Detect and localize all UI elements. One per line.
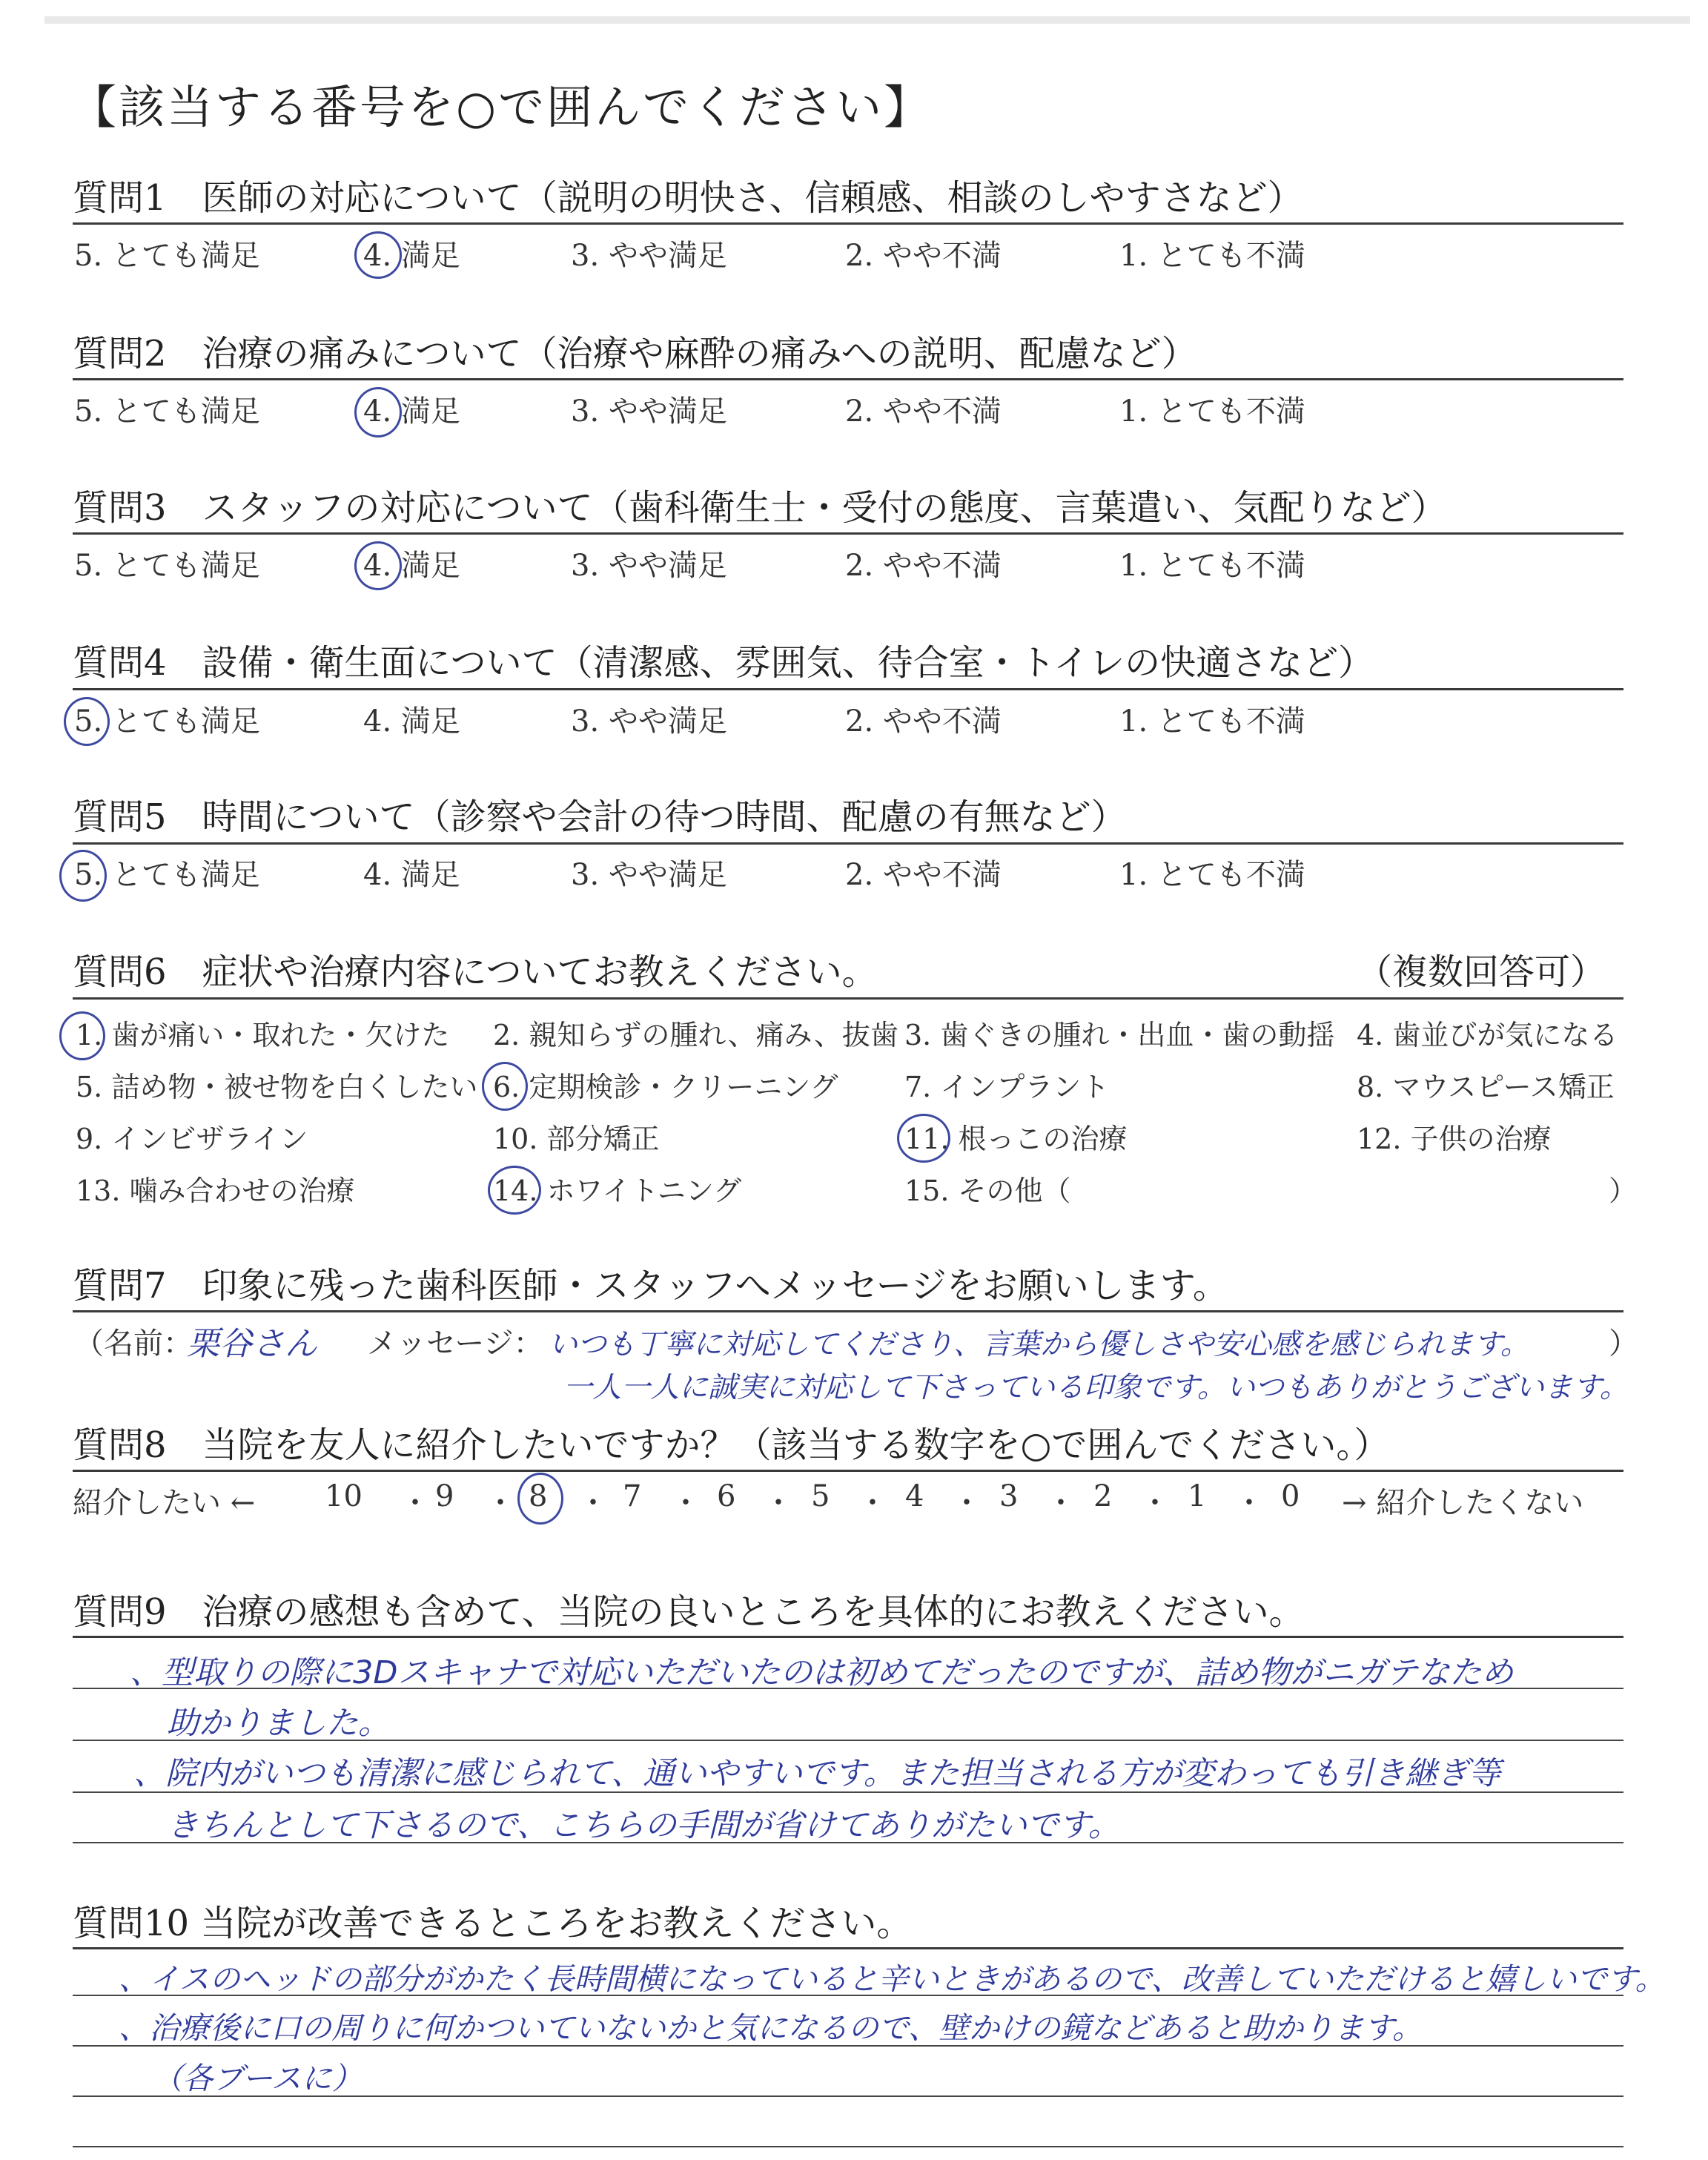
q3-selected-circle — [354, 541, 402, 590]
q10-answer-rule-3 — [73, 2095, 1623, 2097]
q6-option-2[interactable]: 2. 親知らずの腫れ、痛み、抜歯 — [493, 1019, 898, 1051]
q9-answer-line-3[interactable]: 、院内がいつも清潔に感じられて、通いやすいです。また担当される方が変わっても引き継ぎ等 — [133, 1755, 1501, 1792]
question-1-rule — [73, 222, 1623, 225]
q8-number-9[interactable]: 9 — [435, 1479, 454, 1513]
q8-number-3[interactable]: 3 — [999, 1479, 1019, 1513]
question-2-label: 質問2 治療の痛みについて（治療や麻酔の痛みへの説明、配慮など） — [73, 333, 1197, 374]
q9-answer-rule-1 — [73, 1688, 1623, 1689]
question-7-label: 質問7 印象に残った歯科医師・スタッフへメッセージをお願いします。 — [73, 1265, 1228, 1307]
question-9-rule — [73, 1636, 1623, 1638]
q2-option-2[interactable]: 2. やや不満 — [845, 394, 1002, 429]
q7-message-label: メッセージ： — [367, 1327, 543, 1361]
q6-option-13[interactable]: 13. 噛み合わせの治療 — [76, 1175, 355, 1207]
q6-option-4[interactable]: 4. 歯並びが気になる — [1357, 1019, 1618, 1051]
q8-dot: ・ — [578, 1486, 608, 1520]
q6-selected-circle-14 — [488, 1166, 541, 1215]
q8-number-5[interactable]: 5 — [811, 1479, 830, 1513]
q10-answer-line-2[interactable]: 、治療後に口の周りに何かついていないかと気になるので、壁かけの鏡などあると助かります。 — [119, 2010, 1423, 2046]
q1-option-1[interactable]: 1. とても不満 — [1119, 239, 1305, 273]
q6-selected-circle-1 — [59, 1011, 105, 1060]
q6-option-1[interactable]: 1. 歯が痛い・取れた・欠けた — [76, 1019, 450, 1051]
q4-selected-circle — [64, 697, 110, 746]
q7-name-label: （名前： — [74, 1327, 193, 1361]
q8-selected-circle — [517, 1473, 563, 1525]
question-10-rule — [73, 1947, 1623, 1949]
q8-number-1[interactable]: 1 — [1188, 1479, 1207, 1513]
q1-option-5[interactable]: 5. とても満足 — [74, 239, 260, 273]
q3-option-2[interactable]: 2. やや不満 — [845, 549, 1002, 583]
q6-option-9[interactable]: 9. インビザライン — [76, 1123, 308, 1155]
q3-option-5[interactable]: 5. とても満足 — [74, 549, 260, 583]
q8-right-label: → 紹介したくない — [1342, 1486, 1584, 1520]
question-6-label: 質問6 症状や治療内容についてお教えください。 — [73, 951, 878, 993]
q9-answer-line-1[interactable]: 、型取りの際に3Dスキャナで対応いただいたのは初めてだったのですが、詰め物がニガテなため — [130, 1654, 1514, 1691]
q8-number-0[interactable]: 0 — [1281, 1479, 1300, 1513]
q10-answer-line-3[interactable]: （各ブースに） — [152, 2061, 363, 2096]
q1-option-2[interactable]: 2. やや不満 — [845, 239, 1002, 273]
q8-dot: ・ — [671, 1486, 701, 1520]
q7-message-line-1[interactable]: いつも丁寧に対応してくださり、言葉から優しさや安心感を感じられます。 — [549, 1328, 1529, 1361]
question-1-label: 質問1 医師の対応について（説明の明快さ、信頼感、相談のしやすさなど） — [73, 177, 1303, 219]
q5-option-5[interactable]: 5. とても満足 — [74, 858, 260, 892]
q7-name-value[interactable]: 栗谷さん — [187, 1325, 317, 1363]
q1-option-4[interactable]: 4. 満足 — [363, 239, 460, 273]
q9-answer-line-2[interactable]: 助かりました。 — [167, 1705, 390, 1742]
q8-left-label: 紹介したい ← — [73, 1486, 256, 1520]
q8-number-6[interactable]: 6 — [717, 1479, 736, 1513]
q6-option-15-close: ） — [1609, 1175, 1638, 1207]
q5-option-1[interactable]: 1. とても不満 — [1119, 858, 1305, 892]
question-4-rule — [73, 688, 1623, 690]
q6-option-14[interactable]: 14. ホワイトニング — [493, 1175, 742, 1207]
q1-selected-circle — [354, 231, 402, 279]
q2-option-5[interactable]: 5. とても満足 — [74, 394, 260, 429]
q4-option-3[interactable]: 3. やや満足 — [571, 704, 727, 739]
q4-option-1[interactable]: 1. とても不満 — [1119, 704, 1305, 739]
question-10-label: 質問10 当院が改善できるところをお教えください。 — [73, 1903, 913, 1944]
q5-option-2[interactable]: 2. やや不満 — [845, 858, 1002, 892]
q8-dot: ・ — [486, 1486, 515, 1520]
q3-option-3[interactable]: 3. やや満足 — [571, 549, 727, 583]
q3-option-1[interactable]: 1. とても不満 — [1119, 549, 1305, 583]
q6-option-15[interactable]: 15. その他（ — [904, 1175, 1071, 1207]
q9-answer-rule-4 — [73, 1842, 1623, 1843]
q6-option-10[interactable]: 10. 部分矯正 — [493, 1123, 660, 1155]
question-6-rule — [73, 997, 1623, 1000]
question-8-label: 質問8 当院を友人に紹介したいですか？（該当する数字を○で囲んでください。） — [73, 1424, 1390, 1466]
q8-number-8[interactable]: 8 — [529, 1479, 548, 1513]
q4-option-4[interactable]: 4. 満足 — [363, 704, 460, 739]
question-3-label: 質問3 スタッフの対応について（歯科衛生士・受付の態度、言葉遣い、気配りなど） — [73, 487, 1447, 529]
q4-option-2[interactable]: 2. やや不満 — [845, 704, 1002, 739]
q8-number-7[interactable]: 7 — [623, 1479, 642, 1513]
q6-option-6[interactable]: 6. 定期検診・クリーニング — [493, 1071, 838, 1103]
q6-option-8[interactable]: 8. マウスピース矯正 — [1357, 1071, 1615, 1103]
page-title: 【該当する番号を○で囲んでください】 — [70, 80, 933, 134]
q1-option-3[interactable]: 3. やや満足 — [571, 239, 727, 273]
q10-answer-line-1[interactable]: 、イスのヘッドの部分がかたく長時間横になっていると辛いときがあるので、改善していただけると嬉しいです。 — [119, 1961, 1666, 1997]
q2-selected-circle — [354, 387, 402, 437]
question-5-rule — [73, 842, 1623, 845]
question-9-label: 質問9 治療の感想も含めて、当院の良いところを具体的にお教えください。 — [73, 1591, 1305, 1633]
q8-dot: ・ — [1234, 1486, 1264, 1520]
q8-dot: ・ — [764, 1486, 793, 1520]
q8-number-2[interactable]: 2 — [1093, 1479, 1113, 1513]
q8-number-10[interactable]: 10 — [325, 1479, 363, 1513]
scan-top-edge — [44, 16, 1690, 24]
q6-option-12[interactable]: 12. 子供の治療 — [1357, 1123, 1552, 1155]
q2-option-3[interactable]: 3. やや満足 — [571, 394, 727, 429]
q8-dot: ・ — [400, 1486, 430, 1520]
question-3-rule — [73, 532, 1623, 535]
question-6-note: （複数回答可） — [1357, 951, 1606, 993]
q6-option-3[interactable]: 3. 歯ぐきの腫れ・出血・歯の動揺 — [904, 1019, 1335, 1051]
question-4-label: 質問4 設備・衛生面について（清潔感、雰囲気、待合室・トイレの快適さなど） — [73, 642, 1374, 684]
q10-answer-rule-2 — [73, 2045, 1623, 2047]
q8-number-4[interactable]: 4 — [905, 1479, 924, 1513]
q6-option-5[interactable]: 5. 詰め物・被せ物を白くしたい — [76, 1071, 478, 1103]
question-5-label: 質問5 時間について（診察や会計の待つ時間、配慮の有無など） — [73, 796, 1127, 838]
q6-selected-circle-6 — [482, 1062, 528, 1111]
q5-option-3[interactable]: 3. やや満足 — [571, 858, 727, 892]
q9-answer-rule-3 — [73, 1791, 1623, 1793]
q5-option-4[interactable]: 4. 満足 — [363, 858, 460, 892]
q8-dot: ・ — [1140, 1486, 1170, 1520]
q6-option-7[interactable]: 7. インプラント — [904, 1071, 1110, 1103]
q7-message-line-2[interactable]: 一人一人に誠実に対応して下さっている印象です。いつもありがとうございます。 — [563, 1371, 1629, 1404]
q2-option-4[interactable]: 4. 満足 — [363, 394, 460, 429]
question-7-rule — [73, 1310, 1623, 1312]
q8-dot: ・ — [1046, 1486, 1076, 1520]
q6-selected-circle-11 — [897, 1114, 950, 1163]
question-2-rule — [73, 378, 1623, 380]
q5-selected-circle — [59, 850, 107, 902]
q8-dot: ・ — [952, 1486, 982, 1520]
q3-option-4[interactable]: 4. 満足 — [363, 549, 460, 583]
q9-answer-rule-2 — [73, 1740, 1623, 1741]
q2-option-1[interactable]: 1. とても不満 — [1119, 394, 1305, 429]
q9-answer-line-4[interactable]: きちんとして下さるので、こちらの手間が省けてありがたいです。 — [167, 1807, 1120, 1844]
q6-option-11[interactable]: 11. 根っこの治療 — [904, 1123, 1128, 1155]
q8-dot: ・ — [858, 1486, 887, 1520]
question-8-rule — [73, 1470, 1623, 1472]
q4-option-5[interactable]: 5. とても満足 — [74, 704, 260, 739]
q10-answer-rule-1 — [73, 1995, 1623, 1996]
q10-answer-rule-4 — [73, 2146, 1623, 2147]
q7-message-close: ） — [1609, 1327, 1638, 1361]
